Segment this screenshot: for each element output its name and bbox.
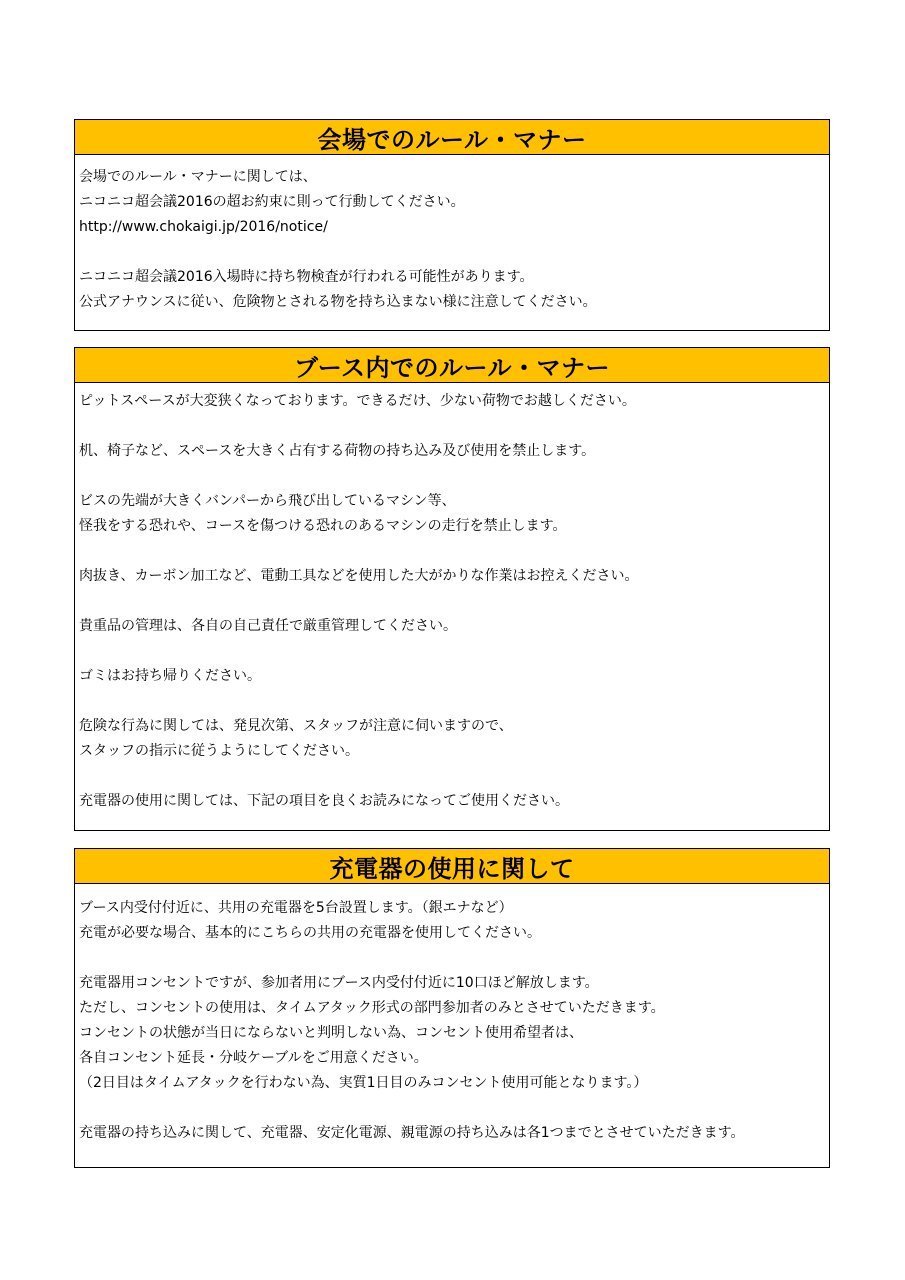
text-line: ニコニコ超会議2016の超お約束に則って行動してください。: [79, 194, 465, 210]
text-line: 肉抜き、カーボン加工など、電動工具などを使用した大がかりな作業はお控えください。: [79, 568, 639, 584]
notice-url[interactable]: http://www.chokaigi.jp/2016/notice/: [79, 219, 328, 235]
section-body: [75, 155, 829, 325]
text-line: スタッフの指示に従うようにしてください。: [79, 743, 359, 759]
text-line: （2日目はタイムアタックを行わない為、実質1日目のみコンセント使用可能となります。）: [79, 1075, 648, 1091]
text-line: 充電器用コンセントですが、参加者用にブース内受付付近に10口ほど解放します。: [79, 975, 599, 991]
text-line: ゴミはお持ち帰りください。: [79, 668, 261, 684]
text-line: コンセントの状態が当日にならないと判明しない為、コンセント使用希望者は、: [79, 1025, 583, 1041]
section-title: 充電器の使用に関して: [75, 849, 829, 884]
text-line: ニコニコ超会議2016入場時に持ち物検査が行われる可能性があります。: [79, 269, 534, 285]
blank-line: [79, 639, 825, 664]
text-line: ブース内受付付近に、共用の充電器を5台設置します。（銀エナなど）: [79, 900, 513, 916]
blank-line: [79, 589, 825, 614]
text-line: 公式アナウンスに従い、危険物とされる物を持ち込まない様に注意してください。: [79, 294, 597, 310]
text-line: 貴重品の管理は、各自の自己責任で厳重管理してください。: [79, 618, 457, 634]
blank-line: [79, 689, 825, 714]
text-line: 充電器の持ち込みに関して、充電器、安定化電源、親電源の持ち込みは各1つまでとさせていただきます。: [79, 1125, 745, 1141]
text-line: ただし、コンセントの使用は、タイムアタック形式の部門参加者のみとさせていただきます。: [79, 1000, 665, 1016]
text-line: 会場でのルール・マナーに関しては、: [79, 169, 317, 185]
section-body: [75, 884, 829, 1156]
blank-line: [79, 414, 825, 439]
text-line: ピットスペースが大変狭くなっております。できるだけ、少ない荷物でお越しください。: [79, 393, 636, 409]
text-line: 充電が必要な場合、基本的にこちらの共用の充電器を使用してください。: [79, 925, 541, 941]
blank-line: [79, 764, 825, 789]
text-line: 怪我をする恐れや、コースを傷つける恐れのあるマシンの走行を禁止します。: [79, 518, 567, 534]
blank-line: [79, 240, 825, 265]
text-line: ビスの先端が大きくバンパーから飛び出しているマシン等、: [79, 493, 456, 509]
blank-line: [79, 539, 825, 564]
text-line: 危険な行為に関しては、発見次第、スタッフが注意に伺いますので、: [79, 718, 513, 734]
section-booth-rules: [74, 347, 830, 831]
section-charger-usage: [74, 848, 830, 1168]
text-line: 各自コンセント延長・分岐ケーブルをご用意ください。: [79, 1050, 428, 1066]
blank-line: [79, 946, 825, 971]
text-line: 充電器の使用に関しては、下記の項目を良くお読みになってご使用ください。: [79, 793, 569, 809]
section-venue-rules: [74, 119, 830, 331]
section-title: ブース内でのルール・マナー: [75, 348, 829, 383]
section-title: 会場でのルール・マナー: [75, 120, 829, 155]
text-line: 机、椅子など、スペースを大きく占有する荷物の持ち込み及び使用を禁止します。: [79, 443, 596, 459]
blank-line: [79, 464, 825, 489]
section-body: [75, 383, 829, 824]
blank-line: [79, 1096, 825, 1121]
